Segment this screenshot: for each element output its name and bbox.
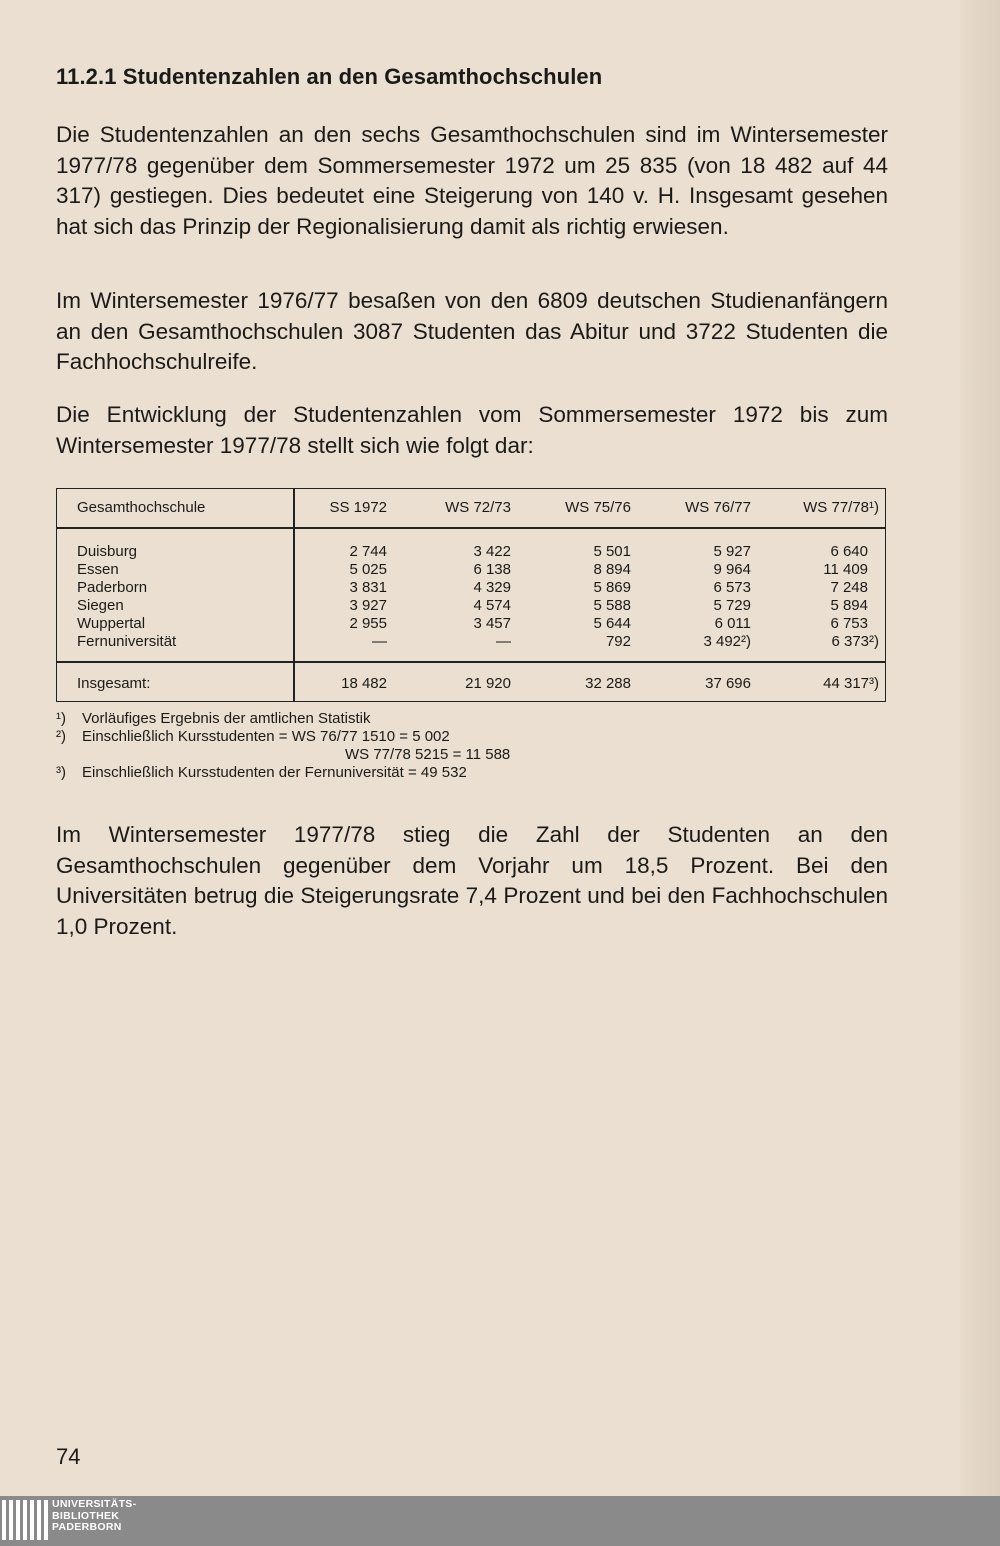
footnote-mark: ²) <box>56 728 66 745</box>
footnote-2-continuation <box>56 746 510 764</box>
table-row-name: Fernuniversität <box>77 633 177 650</box>
table-cell: 5 501 <box>593 543 631 560</box>
table-cell: 2 955 <box>349 615 387 632</box>
table-header-col1: SS 1972 <box>329 499 387 516</box>
table-total-cell: 37 696 <box>705 675 751 692</box>
table-cell: 6 011 <box>714 615 751 632</box>
table-total-label: Insgesamt: <box>77 675 151 692</box>
paragraph-1: Die Studentenzahlen an den sechs Gesamthochschulen sind im Wintersemester 1977/78 gegenüber dem Sommersemester 1972 um 25 835 (von 18 482 auf 44 317) gestiegen. Dies bedeutet eine Steigerung von 140 v. H. Insgesamt gesehen hat sich das Prinzip der Regionalisierung damit als richtig erwiesen. <box>56 122 888 239</box>
table-cell: 6 138 <box>473 561 511 578</box>
table-cell: 3 492²) <box>703 633 751 650</box>
table-header-col2: WS 72/73 <box>445 499 511 516</box>
logo-line: PADERBORN <box>52 1521 122 1533</box>
table-cell: 9 964 <box>713 561 751 578</box>
table-row-name: Wuppertal <box>77 615 146 632</box>
page-number: 74 <box>56 1444 81 1469</box>
table-cell: 5 025 <box>349 561 387 578</box>
footnote-text: Einschließlich Kursstudenten der Fernuniversität = 49 532 <box>82 764 467 781</box>
logo-line: UNIVERSITÄTS- <box>52 1498 137 1510</box>
table-cell: 5 869 <box>593 579 631 596</box>
table-cell: — <box>496 633 511 650</box>
table-cell: 3 457 <box>473 615 511 632</box>
table-row-name: Essen <box>77 561 119 578</box>
paragraph-2: Im Wintersemester 1976/77 besaßen von den 6809 deutschen Studienanfängern an den Gesamthochschulen 3087 Studenten das Abitur und 3722 Studenten die Fachhochschulreife. <box>56 288 888 374</box>
footnote-text: WS 77/78 5215 = 11 588 <box>345 746 511 763</box>
table-total-cell: 21 920 <box>465 675 511 692</box>
footnote-mark: ¹) <box>56 710 66 727</box>
library-footer <box>0 1496 1000 1546</box>
table-cell: — <box>372 633 387 650</box>
table-header-col4: WS 76/77 <box>685 499 751 516</box>
table-cell: 3 831 <box>349 579 387 596</box>
table-cell: 7 248 <box>830 579 868 596</box>
table-header-school: Gesamthochschule <box>77 499 206 516</box>
table-cell: 5 927 <box>713 543 751 560</box>
table-cell: 3 927 <box>349 597 387 614</box>
table-cell: 5 588 <box>593 597 631 614</box>
table-cell: 5 894 <box>830 597 868 614</box>
library-logo-text <box>52 1499 136 1534</box>
student-table <box>56 488 886 702</box>
table-header-col3: WS 75/76 <box>565 499 631 516</box>
table-row-name: Siegen <box>77 597 124 614</box>
table-total-cell: 18 482 <box>341 675 387 692</box>
section-heading: 11.2.1 Studentenzahlen an den Gesamthochschulen <box>56 64 603 89</box>
library-logo-icon <box>2 1500 48 1540</box>
table-cell: 4 329 <box>473 579 511 596</box>
table-cell: 4 574 <box>473 597 511 614</box>
table-cell: 6 373²) <box>831 633 879 650</box>
footnote-text: Einschließlich Kursstudenten = WS 76/77 1510 = 5 002 <box>82 728 450 745</box>
table-cell: 6 753 <box>830 615 868 632</box>
table-cell: 6 573 <box>713 579 751 596</box>
footnote-2 <box>56 728 510 746</box>
table-row-name: Duisburg <box>77 543 138 560</box>
paragraph-4: Im Wintersemester 1977/78 stieg die Zahl der Studenten an den Gesamthochschulen gegenüber dem Vorjahr um 18,5 Prozent. Bei den Universitäten betrug die Steigerungsrate 7,4 Prozent und bei den Fachhochschulen 1,0 Prozent. <box>56 822 888 939</box>
table-cell: 11 409 <box>823 561 868 578</box>
page-edge <box>960 0 1000 1496</box>
table-header-col5: WS 77/78¹) <box>803 499 879 516</box>
footnote-3 <box>56 764 510 782</box>
footnote-mark: ³) <box>56 764 66 781</box>
table-cell: 5 729 <box>713 597 751 614</box>
footnote-1 <box>56 710 510 728</box>
table-header-divider <box>57 527 885 529</box>
logo-line: BIBLIOTHEK <box>52 1509 120 1522</box>
table-cell: 3 422 <box>473 543 511 560</box>
table-total-divider <box>57 661 885 663</box>
table-footnotes <box>56 710 510 782</box>
table-total-cell: 44 317³) <box>823 675 879 692</box>
table-total-cell: 32 288 <box>585 675 631 692</box>
table-cell: 8 894 <box>593 561 631 578</box>
table-cell: 792 <box>605 633 631 650</box>
table-cell: 2 744 <box>349 543 387 560</box>
table-cell: 5 644 <box>593 615 631 632</box>
table-cell: 6 640 <box>830 543 868 560</box>
footnote-text: Vorläufiges Ergebnis der amtlichen Statistik <box>82 710 371 727</box>
table-row-name: Paderborn <box>77 579 148 596</box>
paragraph-3: Die Entwicklung der Studentenzahlen vom Sommersemester 1972 bis zum Wintersemester 1977/78 stellt sich wie folgt dar: <box>56 402 888 458</box>
